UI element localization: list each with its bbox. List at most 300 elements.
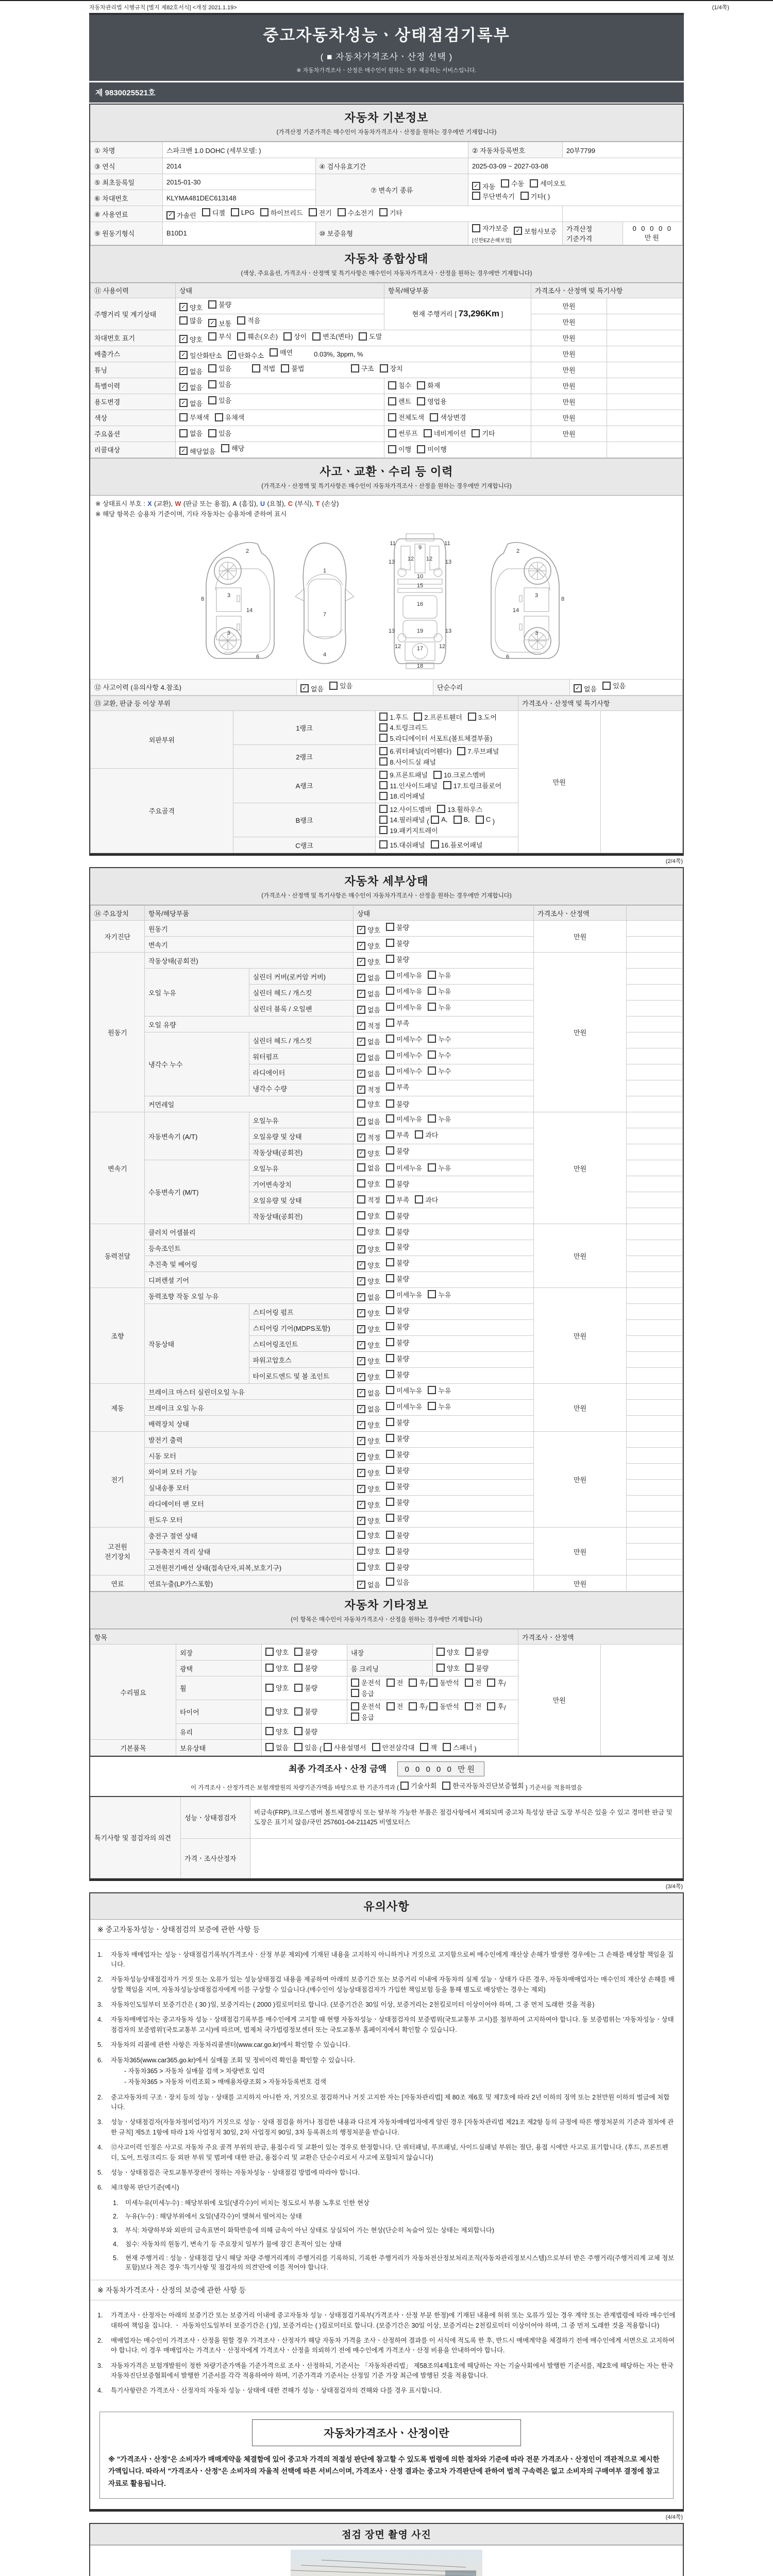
item-state — [354, 1544, 534, 1560]
checkbox-적정[interactable]: ✓ 적정 — [357, 1021, 380, 1030]
note-cell — [627, 1336, 683, 1352]
checkbox-기타[interactable]: 기타 — [379, 208, 402, 217]
checkbox-양호[interactable]: ✓ 양호 — [357, 1372, 380, 1382]
checkbox-전기[interactable]: 전기 — [309, 208, 332, 217]
checkbox-후[interactable]: 후 — [409, 1701, 426, 1711]
checkbox-13.휠하우스[interactable]: 13.휠하우스 — [437, 804, 482, 814]
checkbox-양호[interactable]: 양호 — [265, 1663, 289, 1673]
checkbox-부족[interactable]: 부족 — [386, 1018, 409, 1028]
row-state — [176, 442, 384, 457]
checkbox-영업용[interactable]: 영업용 — [417, 396, 447, 406]
checkbox-없음[interactable]: ✓ 없음 — [357, 973, 380, 982]
checkbox-동반석[interactable]: 동반석 — [429, 1677, 459, 1687]
checkbox-후[interactable]: 후 — [409, 1677, 426, 1687]
checkbox-불량[interactable]: 불량 — [386, 1306, 409, 1315]
checkbox-불량[interactable]: 불량 — [386, 1353, 409, 1363]
checkbox-없음[interactable]: ✓ 없음 — [357, 1005, 380, 1014]
item-state — [354, 1096, 534, 1112]
item-b: 실린더 헤드 / 개스킷 — [249, 985, 354, 1001]
note-cell — [607, 394, 683, 410]
overall-row-튜닝 — [91, 362, 683, 378]
row-label: 주요옵션 — [91, 426, 176, 442]
section-notice-header — [90, 1893, 683, 1920]
checkbox-적음[interactable]: 적음 — [237, 315, 260, 325]
checkbox-불량[interactable]: 불량 — [386, 954, 409, 964]
etc-tire-state — [262, 1700, 347, 1724]
checkbox-운전석[interactable]: 운전석 — [351, 1677, 381, 1687]
checkbox-불량[interactable]: 불량 — [386, 1481, 409, 1491]
checkbox-불량[interactable]: 불량 — [386, 1227, 409, 1236]
overall-row-배출가스 — [91, 346, 683, 362]
checkbox-불량[interactable]: 불량 — [386, 1513, 409, 1523]
notice-item: 4. 특기사항란은 가격조사ㆍ산정자의 자동차 성능ㆍ상태에 대한 견해가 성능ㆍ상태점검자의 견해와 다를 경우 표시합니다. — [97, 2387, 442, 2395]
checkbox-없음[interactable]: ✓ 없음 — [574, 684, 597, 693]
checkbox-없음[interactable]: ✓ 없음 — [179, 398, 203, 408]
checkbox-불량[interactable]: 불량 — [386, 1274, 409, 1283]
checkbox-2.프론트휀더[interactable]: 2.프론트휀더 — [414, 712, 462, 722]
checkbox-있음[interactable]: 있음 — [602, 681, 626, 690]
checkbox-양호[interactable]: ✓ 양호 — [357, 1516, 380, 1526]
checkbox-불량[interactable]: 불량 — [386, 1562, 409, 1572]
checkbox-네비게이션[interactable]: 네비게이션 — [424, 428, 466, 438]
checkbox-미세누유[interactable]: 미세누유 — [386, 1114, 422, 1124]
checkbox-불량[interactable]: 불량 — [386, 1337, 409, 1347]
note-cell — [627, 1208, 683, 1224]
col-price: 가격조사ㆍ산정액 — [534, 906, 627, 921]
checkbox-과다[interactable]: 과다 — [415, 1195, 438, 1205]
checkbox-미세누유[interactable]: 미세누유 — [386, 1385, 422, 1395]
checkbox-미세누수[interactable]: 미세누수 — [386, 1050, 422, 1060]
checkbox-16.플로어패널[interactable]: 16.플로어패널 — [431, 840, 483, 850]
checkbox-15.대쉬패널[interactable]: 15.대쉬패널 — [379, 840, 425, 850]
notice-item: 5. 자동차의 리콜에 관한 사항은 자동차리콜센터(www.car.go.kr)에서 확인할 수 있습니다. — [97, 2041, 350, 2049]
checkbox-LPG[interactable]: LPG — [231, 208, 255, 216]
diagram-number-3: 3 — [227, 592, 231, 599]
item-a: 실내송풍 모터 — [145, 1480, 354, 1496]
checkbox-11.인사이드패널[interactable]: 11.인사이드패널 — [379, 781, 437, 790]
checkbox-미세누유[interactable]: 미세누유 — [386, 1163, 422, 1173]
checkbox-양호[interactable]: 양호 — [357, 1227, 380, 1236]
item-state — [354, 1144, 534, 1160]
checkbox-있음[interactable]: 있음 — [208, 395, 231, 405]
checkbox-불량[interactable]: 불량 — [386, 1099, 409, 1109]
checkbox-양호[interactable]: ✓ 양호 — [357, 1340, 380, 1350]
detail-row — [91, 1112, 683, 1128]
device-group-제동: 제동 — [91, 1384, 145, 1432]
checkbox-양호[interactable]: ✓ 양호 — [357, 1148, 380, 1158]
checkbox-없음[interactable]: ✓ 없음 — [357, 1580, 380, 1589]
section-subtitle: (가격조사ㆍ산정액 및 특기사항은 매수인이 자동차가격조사ㆍ산정을 원하는 경우에만 기재합니다) — [261, 893, 512, 899]
checkbox-없음[interactable]: ✓ 없음 — [357, 1388, 380, 1398]
checkbox-없음[interactable]: 없음 — [357, 1163, 380, 1173]
checkbox-부족[interactable]: 부족 — [386, 1195, 409, 1205]
note-cell — [627, 1272, 683, 1288]
checkbox-누수[interactable]: 누수 — [428, 1050, 451, 1060]
checkbox-B,[interactable]: B, — [453, 816, 470, 824]
checkbox-누유[interactable]: 누유 — [428, 1002, 451, 1012]
row-label: 특별이력 — [91, 378, 176, 394]
checkbox-양호[interactable]: ✓ 양호 — [357, 1276, 380, 1286]
checkbox-10.크로스멤버[interactable]: 10.크로스멤버 — [433, 770, 485, 779]
checkbox-14.필러패널[interactable]: 14.필러패널 — [379, 815, 425, 824]
checkbox-양호[interactable]: ✓ 양호 — [357, 1484, 380, 1494]
checkbox-미세누유[interactable]: 미세누유 — [386, 1002, 422, 1012]
checkbox-부족[interactable]: 부족 — [386, 1130, 409, 1140]
note-cell — [627, 1176, 683, 1192]
simple-repair-state — [570, 679, 683, 695]
note-cell — [627, 969, 683, 985]
checkbox-누유[interactable]: 누유 — [428, 986, 451, 996]
item-b: 라디에이터 — [249, 1064, 354, 1080]
checkbox-불량[interactable]: 불량 — [386, 1433, 409, 1443]
checkbox-전[interactable]: 전 — [465, 1677, 482, 1687]
checkbox-미세누유[interactable]: 미세누유 — [386, 986, 422, 996]
detail-state-table — [90, 905, 683, 1591]
checkbox-불량[interactable]: 불량 — [386, 1530, 409, 1540]
checkbox-미세누유[interactable]: 미세누유 — [386, 1290, 422, 1299]
item-b: 스티어링 펌프 — [249, 1304, 354, 1320]
checkbox-도말[interactable]: 도말 — [359, 331, 382, 341]
checkbox-없음[interactable]: 없음 — [179, 428, 203, 438]
checkbox-양호[interactable]: 양호 — [357, 1179, 380, 1189]
note-cell — [627, 921, 683, 937]
checkbox-불량[interactable]: 불량 — [386, 1211, 409, 1221]
checkbox-A,[interactable]: ( A, — [431, 816, 447, 824]
checkbox-있음[interactable]: 있음 — [329, 681, 352, 690]
checkbox-불량[interactable]: 불량 — [465, 1663, 489, 1673]
checkbox-양호[interactable]: ✓ 양호 — [357, 1436, 380, 1446]
checkbox-불량[interactable]: 불량 — [386, 1497, 409, 1507]
item-state — [354, 1400, 534, 1416]
item-state — [354, 1288, 534, 1304]
checkbox-18.리어패널[interactable]: 18.리어패널 — [379, 791, 425, 801]
checkbox-미이행[interactable]: 미이행 — [417, 444, 447, 454]
checkbox-불량[interactable]: 불량 — [465, 1647, 489, 1657]
checkbox-없음[interactable]: ✓ 없음 — [357, 1116, 380, 1126]
checkbox-안전삼각대[interactable]: 안전삼각대 — [372, 1742, 415, 1752]
checkbox-양호[interactable]: ✓ 양호 — [357, 1452, 380, 1462]
rank2-items — [376, 745, 518, 769]
checkbox-불량[interactable]: 불량 — [386, 1546, 409, 1556]
mileage-state-1 — [176, 298, 384, 314]
section-subtitle: (가격산정 기준가격은 매수인이 자동차가격조사ㆍ산정을 원하는 경우에만 기재합니다) — [276, 129, 497, 135]
checkbox-양호[interactable]: ✓ 양호 — [357, 1500, 380, 1510]
checkbox-누유[interactable]: 누유 — [428, 1385, 451, 1395]
checkbox-12.사이드멤버[interactable]: 12.사이드멤버 — [379, 804, 431, 814]
checkbox-불량[interactable]: 불량 — [386, 938, 409, 948]
checkbox-없음[interactable]: ✓ 없음 — [357, 1292, 380, 1302]
checkbox-불법[interactable]: 불법 — [281, 363, 304, 373]
checkbox-무채색[interactable]: 무채색 — [179, 412, 209, 422]
checkbox-양호[interactable]: ✓ 양호 — [179, 334, 203, 344]
checkbox-미세누수[interactable]: 미세누수 — [386, 1066, 422, 1076]
checkbox-누유[interactable]: 누유 — [428, 1401, 451, 1411]
checkbox-불량[interactable]: 불량 — [294, 1663, 317, 1673]
checkbox-19.패키지트레이[interactable]: 19.패키지트레이 — [379, 825, 438, 835]
section-title: 자동차 종합상태 — [344, 252, 429, 265]
detail-row — [91, 1288, 683, 1304]
checkbox-불량[interactable]: 불량 — [386, 1417, 409, 1427]
checkbox-해당[interactable]: 해당 — [221, 443, 244, 453]
checkbox-양호[interactable]: ✓ 양호 — [357, 957, 380, 967]
checkbox-사용설명서[interactable]: ( 사용설명서 — [324, 1742, 366, 1752]
overall-row-특별이력 — [91, 378, 683, 394]
note-cell — [627, 1112, 683, 1128]
checkbox-8.사이드실 패널[interactable]: 8.사이드실 패널 — [379, 757, 436, 767]
checkbox-양호[interactable]: 양호 — [357, 1562, 380, 1572]
checkbox-유채색[interactable]: 유채색 — [215, 412, 245, 422]
checkbox-하이브리드[interactable]: 하이브리드 — [260, 208, 303, 217]
price-cell: 만원 — [534, 1288, 627, 1384]
checkbox-보통[interactable]: ✓ 보통 — [208, 318, 231, 328]
checkbox-양호[interactable]: ✓ 양호 — [179, 302, 203, 312]
item-state — [354, 1128, 534, 1144]
checkbox-기술사회[interactable]: 기술사회 — [400, 1781, 436, 1790]
checkbox-잭[interactable]: 잭 — [420, 1742, 437, 1752]
checkbox-없음[interactable]: ✓ 없음 — [179, 382, 203, 392]
diagram-number-16: 16 — [416, 601, 424, 607]
checkbox-침수[interactable]: 침수 — [388, 380, 411, 390]
checkbox-누수[interactable]: 누수 — [428, 1066, 451, 1076]
checkbox-불량[interactable]: 불량 — [386, 1369, 409, 1379]
checkbox-전[interactable]: 전 — [386, 1701, 404, 1711]
checkbox-3.도어[interactable]: 3.도어 — [468, 712, 497, 722]
etc-exterior-label: 외장 — [176, 1645, 262, 1660]
checkbox-렌트[interactable]: 렌트 — [388, 396, 411, 406]
checkbox-전[interactable]: 전 — [386, 1677, 404, 1687]
checkbox-썬루프[interactable]: 썬루프 — [388, 428, 418, 438]
checkbox-무단변속기[interactable]: 무단변속기 — [472, 191, 515, 201]
price-cell: 만원 — [534, 1528, 627, 1575]
rank1-label: 1랭크 — [233, 710, 376, 745]
checkbox-누유[interactable]: 누유 — [428, 970, 451, 980]
checkbox-과다[interactable]: 과다 — [415, 1130, 438, 1140]
checkbox-불량[interactable]: 불량 — [386, 1258, 409, 1267]
checkbox-6.쿼터패널(리어휀다)[interactable]: 6.쿼터패널(리어휀다) — [379, 746, 451, 756]
section-title: 점검 장면 촬영 사진 — [342, 2529, 431, 2540]
notice-item: 1. 가격조사ㆍ산정자는 아래의 보증기간 또는 보증거리 이내에 중고자동차 성능ㆍ상태점검기록부(가격조사ㆍ산정 부분 한정)에 기재된 내용에 허위 또는 오류가 있는 경우 계약 또는 관계법령에 따라 매수인에 대하여 책임을 집니다. ㆍ 자동차인도일부터 보증기간은 ( )일, 보증거리는 ( )킬로미터로 합니다. (보증기간은 30일 이상, 보증거리는 2천킬로미터 이상이어야 하며, 그 중 먼저 도래한 것을 적용합니다) — [97, 2312, 676, 2329]
checkbox-누유[interactable]: 누유 — [428, 1290, 451, 1299]
checkbox-수소전기[interactable]: 수소전기 — [338, 208, 374, 217]
checkbox-없음[interactable]: ✓ 없음 — [357, 1037, 380, 1046]
checkbox-부식[interactable]: 부식 — [208, 331, 231, 341]
checkbox-후[interactable]: 후 — [487, 1701, 504, 1711]
checkbox-C[interactable]: C — [476, 816, 491, 824]
checkbox-누수[interactable]: 누수 — [428, 1034, 451, 1044]
checkbox-누유[interactable]: 누유 — [428, 1114, 451, 1124]
checkbox-없음[interactable]: ✓ 없음 — [357, 1053, 380, 1062]
checkbox-17.트렁크플로어[interactable]: 17.트렁크플로어 — [443, 781, 501, 790]
checkbox-해당없음[interactable]: ✓ 해당없음 — [179, 446, 215, 456]
note-cell — [627, 1544, 683, 1560]
checkbox-훼손(오손)[interactable]: 훼손(오손) — [237, 331, 278, 341]
col-item: 항목/해당부품 — [384, 283, 531, 298]
checkbox-가솔린[interactable]: ✓ 가솔린 — [166, 210, 196, 220]
checkbox-누유[interactable]: 누유 — [428, 1163, 451, 1173]
mileage-item-post: ] — [501, 310, 503, 318]
note-cell — [627, 1080, 683, 1096]
item-a: 변속기 — [145, 937, 354, 953]
section-title: 자동차 세부상태 — [344, 875, 429, 888]
rank2-label: 2랭크 — [233, 745, 376, 769]
checkbox-세미오토[interactable]: 세미오토 — [530, 178, 566, 188]
checkbox-불량[interactable]: 불량 — [294, 1726, 317, 1736]
checkbox-4.트렁크리드[interactable]: 4.트렁크리드 — [379, 722, 428, 732]
checkbox-양호[interactable]: ✓ 양호 — [357, 1468, 380, 1478]
device-group-조향: 조향 — [91, 1288, 145, 1384]
checkbox-부족[interactable]: 부족 — [386, 1082, 409, 1092]
checkbox-많음[interactable]: 많음 — [179, 315, 203, 325]
device-group-변속기: 변속기 — [91, 1112, 145, 1224]
checkbox-일산화탄소[interactable]: ✓ 일산화탄소 — [179, 350, 222, 360]
checkbox-탄화수소[interactable]: ✓ 탄화수소 — [228, 350, 264, 360]
checkbox-적정[interactable]: 적정 — [357, 1195, 380, 1205]
checkbox-양호[interactable]: ✓ 양호 — [357, 1260, 380, 1270]
checkbox-9.프론트패널[interactable]: 9.프론트패널 — [379, 770, 428, 779]
checkbox-양호[interactable]: 양호 — [357, 1546, 380, 1556]
checkbox-미세누수[interactable]: 미세누수 — [386, 1034, 422, 1044]
checkbox-양호[interactable]: ✓ 양호 — [357, 941, 380, 951]
price-cell: 만원 — [531, 298, 607, 314]
checkbox-있음[interactable]: 있음 — [386, 1577, 409, 1587]
item-b: 스티어링조인트 — [249, 1336, 354, 1352]
checkbox-화재[interactable]: 화재 — [417, 380, 440, 390]
checkbox-있음[interactable]: 있음 — [294, 1742, 317, 1752]
checkbox-매연[interactable]: 매연 — [270, 347, 293, 357]
checkbox-후[interactable]: 후 — [487, 1677, 504, 1687]
note-cell — [627, 1032, 683, 1048]
checkbox-양호[interactable]: 양호 — [265, 1706, 289, 1716]
group-outer-panel: 외판부위 — [91, 710, 233, 769]
checkbox-기타( )[interactable]: 기타( ) — [520, 191, 550, 201]
checkbox-디젤[interactable]: 디젤 — [202, 208, 225, 217]
checkbox-7.루브패널[interactable]: 7.루브패널 — [457, 746, 499, 756]
checkbox-구조[interactable]: 구조 — [351, 363, 374, 373]
checkbox-응급[interactable]: 응급 — [351, 1712, 374, 1722]
checkbox-있음[interactable]: 있음 — [208, 428, 231, 438]
note-cell — [607, 426, 683, 442]
checkbox-전[interactable]: 전 — [465, 1701, 482, 1711]
checkbox-양호[interactable]: ✓ 양호 — [357, 1420, 380, 1430]
price-cell: 만원 — [531, 362, 607, 378]
checkbox-불량[interactable]: 불량 — [208, 299, 231, 309]
checkbox-있음[interactable]: 있음 — [208, 363, 231, 373]
checkbox-없음[interactable]: ✓ 없음 — [300, 684, 324, 693]
etc-polish-label: 광택 — [176, 1660, 262, 1676]
checkbox-없음[interactable]: ✓ 없음 — [179, 366, 203, 376]
checkbox-수동[interactable]: 수동 — [501, 178, 524, 188]
checkbox-불량[interactable]: 불량 — [294, 1647, 317, 1657]
checkbox-1.후드[interactable]: 1.후드 — [379, 712, 408, 722]
item-state — [354, 1208, 534, 1224]
checkbox-운전석[interactable]: 운전석 — [351, 1701, 381, 1711]
checkbox-불량[interactable]: 불량 — [294, 1683, 317, 1692]
checkbox-미세누유[interactable]: 미세누유 — [386, 1401, 422, 1411]
checkbox-이행[interactable]: 이행 — [388, 444, 411, 454]
field-base-price-label: 가격산정 기준가격 — [563, 222, 623, 245]
notice-item: 1. 자동차 매매업자는 성능ㆍ상태점검기록부(가격조사ㆍ산정 부분 제외)에 기재된 내용을 고지하지 아니하거나 거짓으로 고지함으로써 매수인에게 재산상 손해가 발생한 경우에는 그 손해를 배상할 책임을 집니다. — [97, 1951, 674, 1968]
checkbox-불량[interactable]: 불량 — [386, 922, 409, 932]
row-state: ✓ 일산화탄소 ✓ 탄화수소 매연 0.03%, 3ppm, % — [176, 346, 531, 362]
checkbox-불량[interactable]: 불량 — [294, 1706, 317, 1716]
checkbox-양호[interactable]: ✓ 양호 — [357, 925, 380, 935]
checkbox-양호[interactable]: 양호 — [357, 1211, 380, 1221]
checkbox-없음[interactable]: ✓ 없음 — [357, 1404, 380, 1414]
checkbox-양호[interactable]: 양호 — [265, 1726, 289, 1736]
checkbox-색상변경[interactable]: 색상변경 — [430, 412, 466, 422]
checkbox-상이[interactable]: 상이 — [283, 331, 307, 341]
checkbox-불량[interactable]: 불량 — [386, 1449, 409, 1459]
mileage-item — [384, 298, 531, 330]
row-item — [384, 410, 531, 426]
checkbox-적법[interactable]: 적법 — [252, 363, 275, 373]
checkbox-미세누유[interactable]: 미세누유 — [386, 970, 422, 980]
checkbox-기타[interactable]: 기타 — [472, 428, 495, 438]
checkbox-한국자동차진단보증협회[interactable]: 한국자동차진단보증협회 — [442, 1781, 524, 1790]
checkbox-양호[interactable]: ✓ 양호 — [357, 1308, 380, 1318]
item-state — [354, 969, 534, 985]
checkbox-불량[interactable]: 불량 — [386, 1242, 409, 1251]
checkbox-양호[interactable]: ✓ 양호 — [357, 1356, 380, 1366]
checkbox-없음[interactable]: ✓ 없음 — [357, 1069, 380, 1078]
item-a: 작동상태 — [145, 1304, 249, 1384]
checkbox-자동[interactable]: ✓ 자동 — [472, 181, 495, 191]
checkbox-없음[interactable]: 없음 — [265, 1742, 289, 1752]
legend-code-A: A — [231, 500, 238, 507]
device-group-전기: 전기 — [91, 1432, 145, 1528]
checkbox-5.라디에이터 서포트(볼트체결부품)[interactable]: 5.라디에이터 서포트(볼트체결부품) — [379, 733, 492, 743]
checkbox-자가보증[interactable]: 자가보증 — [472, 223, 508, 233]
checkbox-불량[interactable]: 불량 — [386, 1465, 409, 1475]
checkbox-불량[interactable]: 불량 — [386, 1321, 409, 1331]
row-label: 차대번호 표기 — [91, 330, 176, 346]
field-car-name-label: ① 차명 — [91, 142, 163, 158]
checkbox-양호[interactable]: 양호 — [265, 1647, 289, 1657]
field-reg-no-label: ② 자동차등록번호 — [468, 142, 563, 158]
checkbox-스패너[interactable]: 스패너 — [443, 1742, 473, 1752]
checkbox-변조(변타)[interactable]: 변조(변타) — [312, 331, 353, 341]
checkbox-응급[interactable]: 응급 — [351, 1688, 374, 1698]
field-engine-type-label: ⑨ 원동기형식 — [91, 222, 163, 245]
checkbox-적정[interactable]: ✓ 적정 — [357, 1132, 380, 1142]
checkbox-없음[interactable]: ✓ 없음 — [357, 989, 380, 998]
checkbox-장치[interactable]: 장치 — [380, 363, 403, 373]
checkbox-양호[interactable]: 양호 — [436, 1647, 460, 1657]
checkbox-보험사보증[interactable]: ✓ 보험사보증 — [514, 226, 557, 236]
note-cell — [627, 1320, 683, 1336]
etc-hold-label: 보유상태 — [176, 1740, 262, 1756]
checkbox-동반석[interactable]: 동반석 — [429, 1701, 459, 1711]
checkbox-양호[interactable]: 양호 — [357, 1099, 380, 1109]
notice-item: 6. 체크항목 판단기준(예시) — [97, 2184, 179, 2192]
device-group-동력전달: 동력전달 — [91, 1224, 145, 1288]
report-title: 중고자동차성능ㆍ상태점검기록부 — [263, 26, 510, 44]
checkbox-불량[interactable]: 불량 — [386, 1179, 409, 1189]
note-cell — [627, 1096, 683, 1112]
checkbox-불량[interactable]: 불량 — [386, 1146, 409, 1156]
checkbox-전체도색[interactable]: 전체도색 — [388, 412, 424, 422]
checkbox-있음[interactable]: 있음 — [208, 379, 231, 389]
basic-info-table — [90, 142, 683, 245]
note-cell — [627, 1448, 683, 1464]
checkbox-적정[interactable]: ✓ 적정 — [357, 1084, 380, 1094]
checkbox-양호[interactable]: 양호 — [436, 1663, 460, 1673]
checkbox-양호[interactable]: 양호 — [357, 1530, 380, 1540]
row-label: 용도변경 — [91, 394, 176, 410]
checkbox-양호[interactable]: ✓ 양호 — [357, 1244, 380, 1254]
checkbox-양호[interactable]: ✓ 양호 — [357, 1324, 380, 1334]
checkbox-양호[interactable]: 양호 — [265, 1683, 289, 1692]
